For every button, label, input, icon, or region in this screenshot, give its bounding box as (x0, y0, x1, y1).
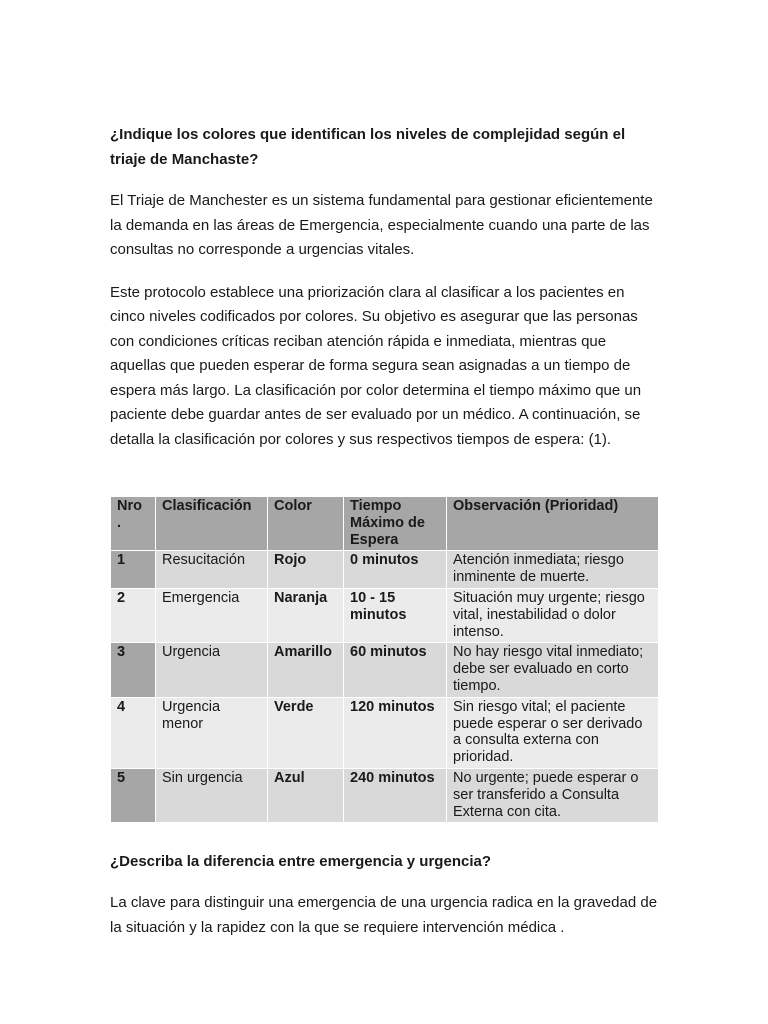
paragraph-protocol: Este protocolo establece una priorización clara al clasificar a los pacientes en cinco niveles codificados por colores. Su objetivo es asegurar que las personas con condiciones críticas reciban atención rápida e inmediata, mientras que aquellas que pueden esperar de forma segura sean asignadas a un tiempo de espera más largo. La clasificación por color determina el tiempo máximo que un paciente debe guardar antes de ser evaluado por un médico. A continuación, se detalla la clasificación por colores y sus respectivos tiempos de espera: (1). (110, 283, 642, 448)
cell-observacion: No urgente; puede esperar o ser transferido a Consulta Externa con cita. (447, 768, 659, 822)
cell-nro: 5 (111, 768, 156, 822)
table-row (111, 768, 659, 822)
cell-color: Azul (268, 768, 344, 822)
cell-tiempo: 120 minutos (344, 697, 447, 768)
cell-tiempo: 60 minutos (344, 643, 447, 697)
cell-tiempo: 240 minutos (344, 768, 447, 822)
question-colors-title: ¿Indique los colores que identifican los niveles de complejidad según el triaje de Manchaste? (110, 126, 626, 168)
cell-nro: 3 (111, 643, 156, 697)
cell-color: Naranja (268, 588, 344, 642)
cell-clasificacion: Urgencia (156, 643, 268, 697)
cell-color: Rojo (268, 551, 344, 589)
table-row (111, 697, 659, 768)
cell-nro: 4 (111, 697, 156, 768)
cell-clasificacion: Sin urgencia (156, 768, 268, 822)
cell-observacion: Atención inmediata; riesgo inminente de muerte. (447, 551, 659, 589)
header-clasificacion: Clasificación (156, 497, 268, 551)
cell-clasificacion: Resucitación (156, 551, 268, 589)
table-row (111, 588, 659, 642)
cell-tiempo: 10 - 15 minutos (344, 588, 447, 642)
table-row (111, 643, 659, 697)
cell-color: Verde (268, 697, 344, 768)
paragraph-difference: La clave para distinguir una emergencia de una urgencia radica en la gravedad de la situación y la rapidez con la que se requiere intervención médica . (110, 894, 658, 936)
cell-clasificacion: Urgencia menor (156, 697, 268, 768)
header-observacion: Observación (Prioridad) (447, 497, 659, 551)
cell-nro: 2 (111, 588, 156, 642)
triage-table (110, 496, 659, 823)
table-header-row (111, 497, 659, 551)
question-difference-title: ¿Describa la diferencia entre emergencia y urgencia? (110, 853, 491, 871)
cell-observacion: Sin riesgo vital; el paciente puede esperar o ser derivado a consulta externa con prioridad. (447, 697, 659, 768)
document-page (110, 122, 660, 940)
cell-observacion: Situación muy urgente; riesgo vital, inestabilidad o dolor intenso. (447, 588, 659, 642)
cell-color: Amarillo (268, 643, 344, 697)
table-row (111, 551, 659, 589)
header-nro: Nro . (111, 497, 156, 551)
header-tiempo: Tiempo Máximo de Espera (344, 497, 447, 551)
cell-clasificacion: Emergencia (156, 588, 268, 642)
cell-observacion: No hay riesgo vital inmediato; debe ser evaluado en corto tiempo. (447, 643, 659, 697)
cell-nro: 1 (111, 551, 156, 589)
header-color: Color (268, 497, 344, 551)
paragraph-intro: El Triaje de Manchester es un sistema fundamental para gestionar eficientemente la demanda en las áreas de Emergencia, especialmente cuando una parte de las consultas no corresponde a urgencias vitales. (110, 192, 653, 258)
cell-tiempo: 0 minutos (344, 551, 447, 589)
